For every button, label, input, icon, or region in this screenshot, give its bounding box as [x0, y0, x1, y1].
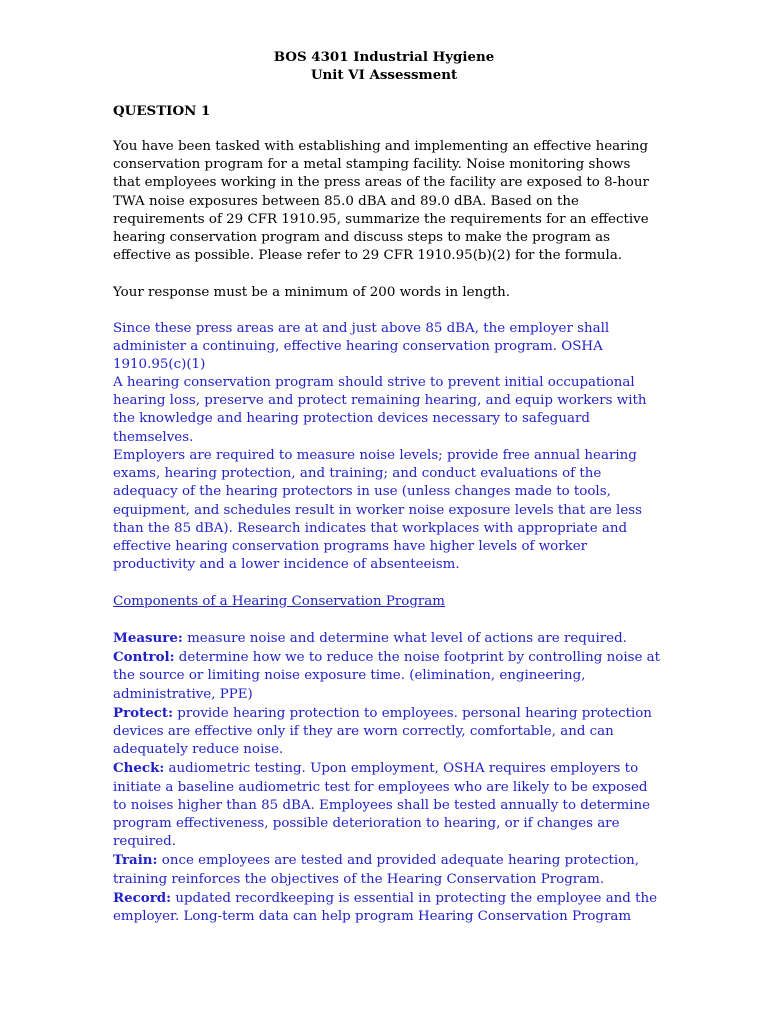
component-check — [113, 759, 661, 851]
component-text: determine how we to reduce the noise footprint by controlling noise at the source or limiting noise exposure time. (elimination, engineering, administrative, PPE) — [113, 650, 661, 702]
question-prompt: You have been tasked with establishing and implementing an effective hearing conservation program for a metal stamping facility. Noise monitoring shows that employees working in the press areas of the facility are exposed to 8-hour TWA noise exposures between 85.0 dBA and 89.0 dBA. Based on the requirements of 29 CFR 1910.95, summarize the requirements for an effective hearing conservation program and discuss steps to make the program as effective as possible. Please refer to 29 CFR 1910.95(b)(2) for the formula. — [113, 139, 649, 264]
component-text: measure noise and determine what level of actions are required. — [182, 631, 627, 646]
component-measure — [113, 629, 661, 648]
component-text: updated recordkeeping is essential in protecting the employee and the employer. Long-term data can help program Hearing Conservation Program — [113, 890, 658, 925]
component-term: Protect: — [113, 704, 174, 721]
component-term: Check: — [113, 760, 165, 777]
component-term: Record: — [113, 889, 172, 906]
answer-paragraph-2: A hearing conservation program should strive to prevent initial occupational hearing loss, preserve and protect remaining hearing, and equip workers with the knowledge and hearing protection devices necessary to safeguard themselves. — [113, 375, 647, 445]
component-record — [113, 889, 661, 926]
component-train — [113, 851, 661, 888]
question-label: QUESTION 1 — [113, 103, 211, 119]
word-requirement: Your response must be a minimum of 200 words in length. — [113, 285, 511, 300]
answer-paragraph-1: Since these press areas are at and just above 85 dBA, the employer shall administer a continuing, effective hearing conservation program. OSHA 1910.95(c)(1) — [113, 321, 610, 373]
component-text: provide hearing protection to employees. personal hearing protection devices are effective only if they are worn correctly, comfortable, and can adequately reduce noise. — [113, 705, 652, 758]
component-protect — [113, 704, 661, 760]
component-control — [113, 648, 661, 704]
course-title: BOS 4301 Industrial Hygiene — [273, 49, 495, 65]
component-term: Control: — [113, 649, 175, 666]
component-term: Train: — [113, 852, 158, 869]
component-term: Measure: — [113, 630, 183, 646]
component-text: once employees are tested and provided adequate hearing protection, training reinforces the objectives of the Hearing Conservation Program. — [113, 853, 640, 887]
unit-title: Unit VI Assessment — [310, 67, 458, 83]
component-text: audiometric testing. Upon employment, OSHA requires employers to initiate a baseline audiometric test for employees who are likely to be exposed to noises higher than 85 dBA. Employees shall be tested annually to determine program effectiveness, possible deterioration to hearing, or if changes are required. — [113, 761, 650, 850]
components-heading: Components of a Hearing Conservation Program — [113, 594, 445, 609]
answer-paragraph-3: Employers are required to measure noise levels; provide free annual hearing exams, hearing protection, and training; and conduct evaluations of the adequacy of the hearing protectors in use (unless changes made to tools, equipment, and schedules result in worker noise exposure levels that are less than the 85 dBA). Research indicates that workplaces with appropriate and effective hearing conservation programs have higher levels of worker productivity and a lower incidence of absenteeism. — [113, 448, 642, 573]
components-list — [113, 629, 661, 926]
